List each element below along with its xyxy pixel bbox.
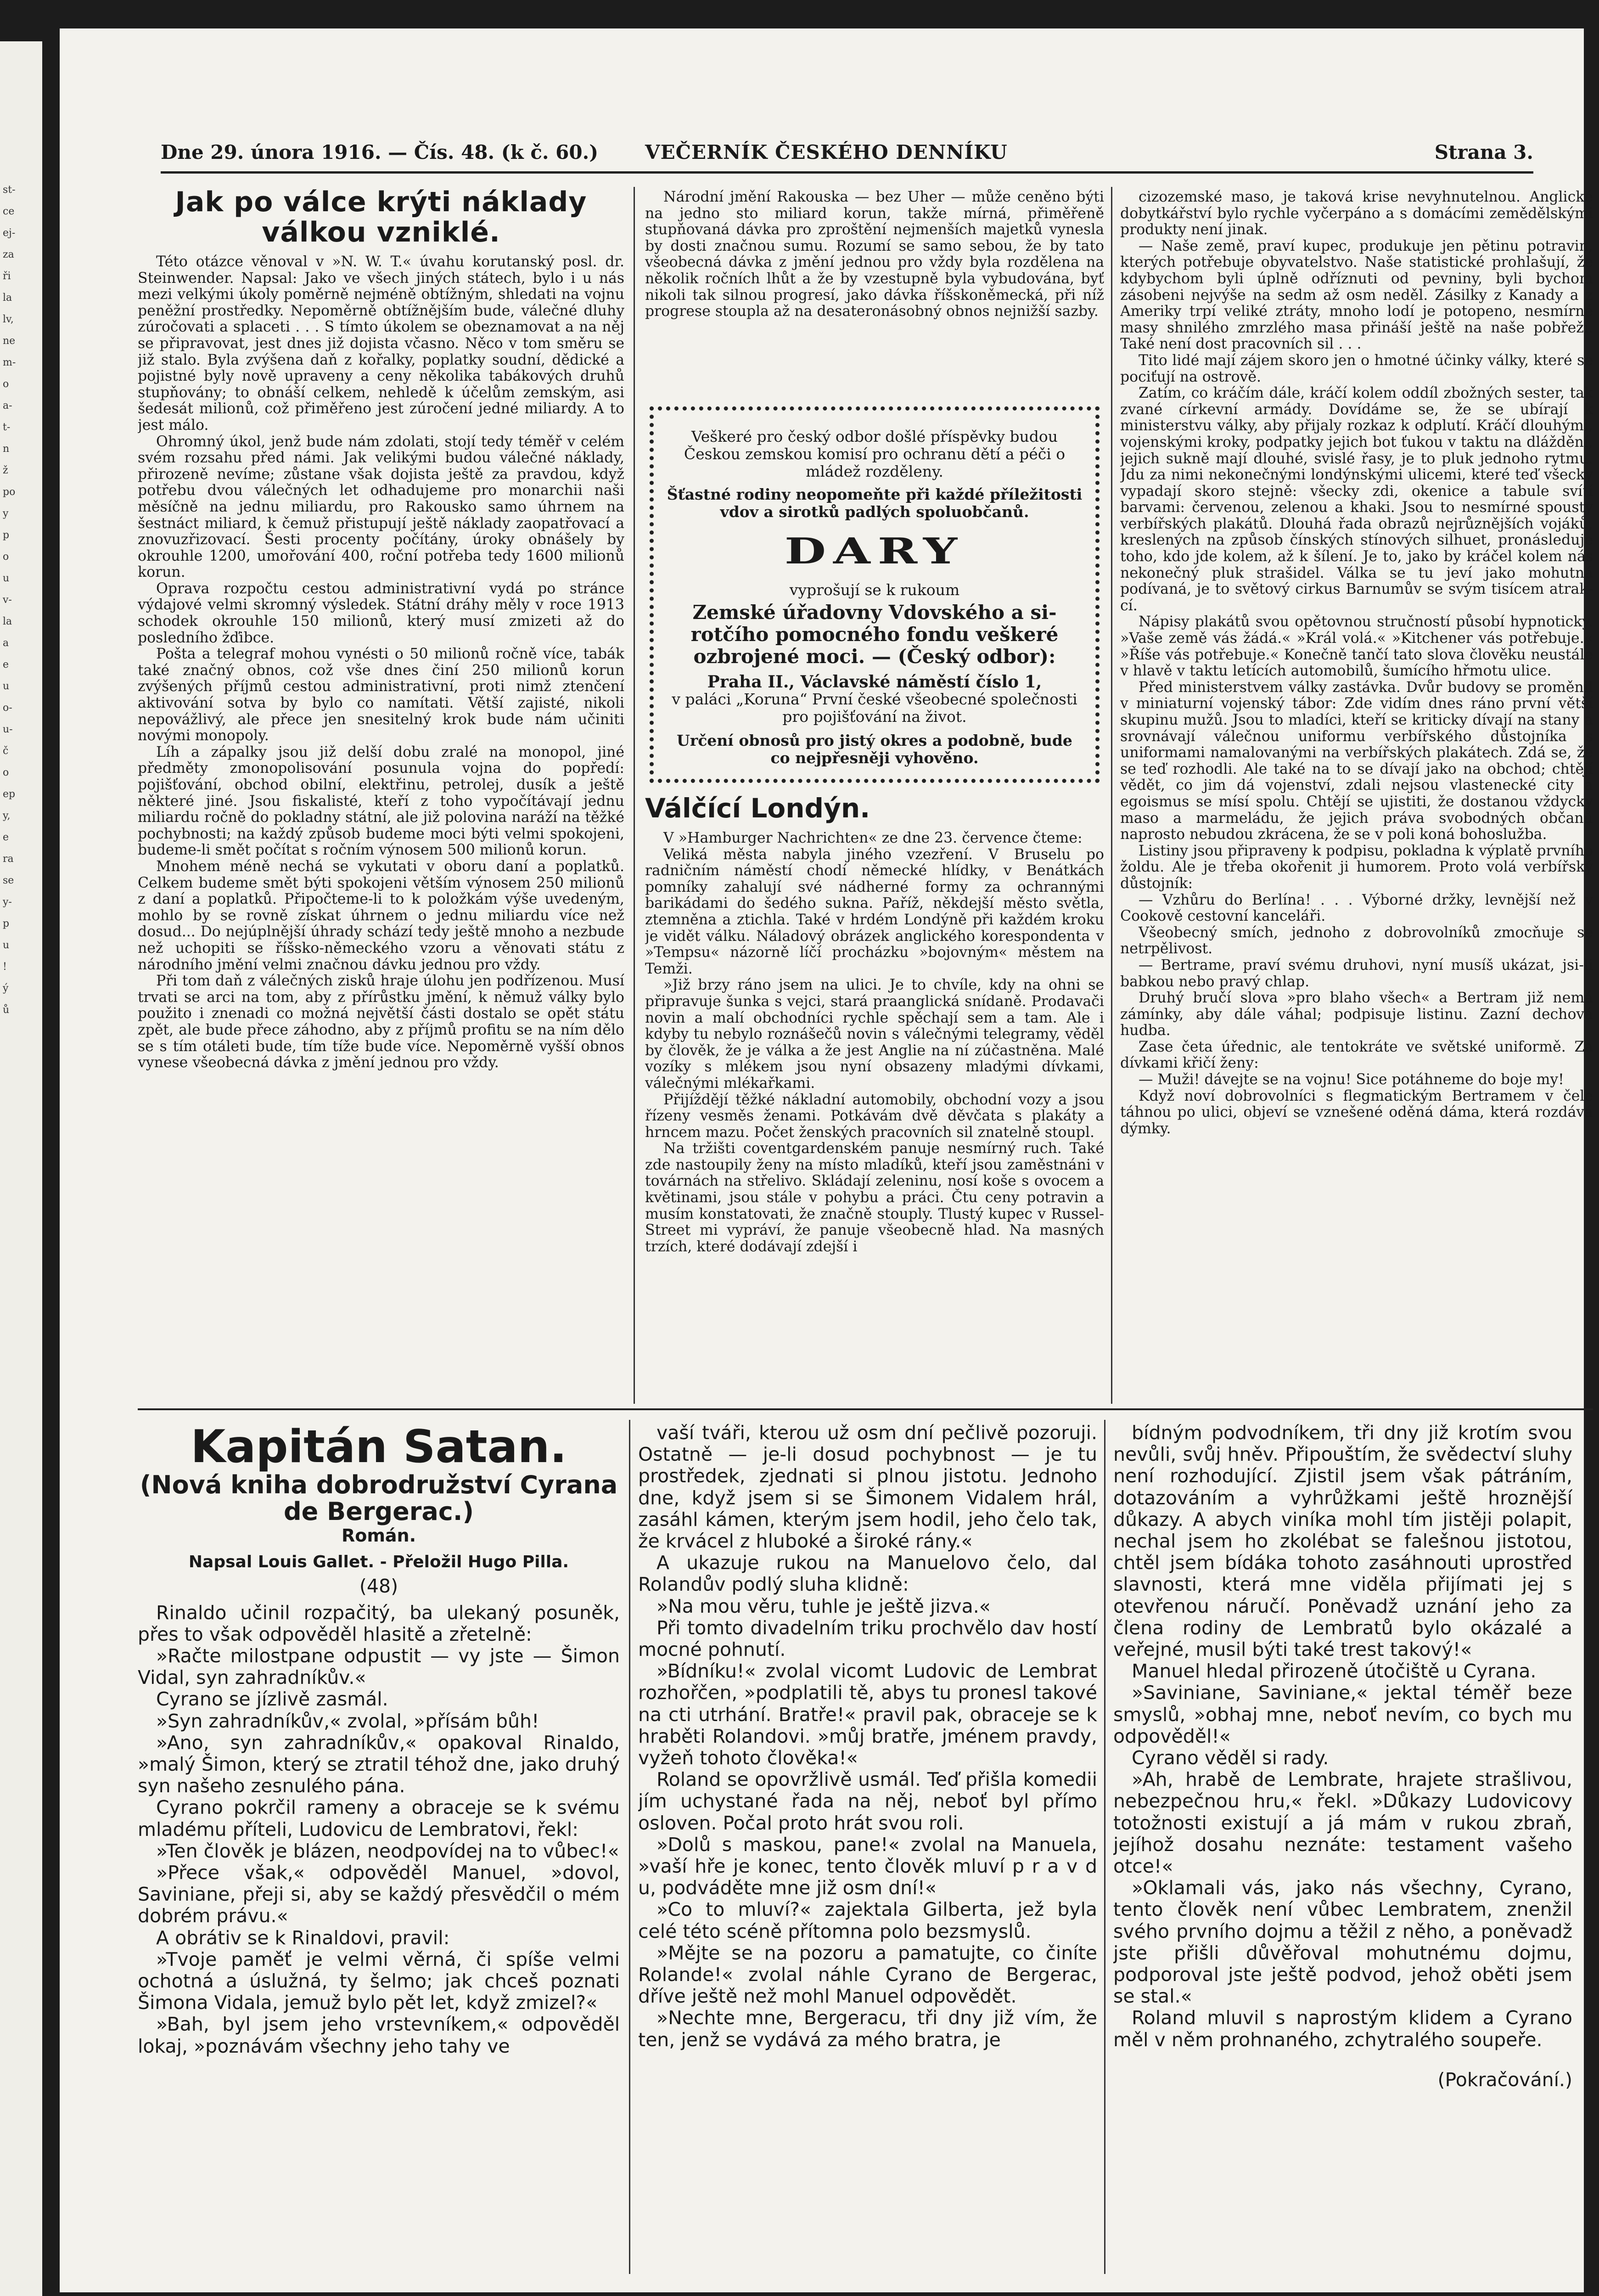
paragraph: »Na mou věru, tuhle je ještě jizva.« xyxy=(656,1595,991,1617)
paragraph: »Bídníku!« zvolal vicomt Ludovic de Lembrat rozhořčen, »podplatili tě, abys tu pronesl takové na cti utrhání. Bratře!« pravil pak, obraceje se k hraběti Rolandovi. »můj bratře, jménem pravdy, vyžeň tohoto člověka!« xyxy=(638,1660,1097,1769)
paragraph: A obrátiv se k Rinaldovi, pravil: xyxy=(156,1926,450,1949)
margin-fragment: y, xyxy=(3,810,11,822)
paragraph: Nápisy plakátů svou opětovnou stručností působí hypnoticky. »Vaše země vás žádá.« »Král volá.« »Kitchener vás potřebuje.« »Říše vás potřebuje.« Konečně tančí tato slova člověku neustále v hlavě v taktu letících automobilů, šumícího hřmotu ulice. xyxy=(1120,613,1593,680)
paragraph: Při tomto divadelním triku prochvělo dav hostí mocné pohnutí. xyxy=(638,1616,1097,1661)
paragraph: Oprava rozpočtu cestou administrativní vydá po stránce výdajové velmi skromný výsledek. Státní dráhy měly v roce 1913 schodek okrouhle 150 milionů, který musí zmizeti až do posledního žďibce. xyxy=(138,580,624,646)
paragraph: Přijíždějí těžké nákladní automobily, obchodní vozy a jsou řízeny vesměs ženami. Potkávám dvě děvčata s plakáty a hrncem mazu. Počet ženských pracovních sil znatelně stoupl. xyxy=(645,1091,1104,1141)
page-header xyxy=(161,141,1533,169)
margin-fragment: ři xyxy=(3,270,11,282)
ad-text-7: Určení obnosů pro jistý okres a podobně, bude co nejpřesněji vyhověno. xyxy=(677,732,1072,767)
serial-text-c xyxy=(1113,1422,1572,2051)
margin-fragment: o xyxy=(3,378,9,390)
margin-fragment: y xyxy=(3,508,9,519)
margin-fragment: p xyxy=(3,918,10,929)
serial-column-2 xyxy=(638,1422,1097,2276)
column-2-top xyxy=(645,189,1104,400)
paragraph: Manuel hledal přirozeně útočiště u Cyrana. xyxy=(1132,1660,1537,1683)
margin-fragment: u- xyxy=(3,724,13,735)
article-body-london xyxy=(645,830,1104,1255)
margin-fragment: ž xyxy=(3,465,8,476)
paragraph: bídným podvodníkem, tři dny již krotím svou nevůli, svůj hněv. Připouštím, že svědectví sluhy není rozhodující. Zjistil jsem však pátráním, dotazováním a vyhrůžkami ještě hroznější důkazy. A abych viníka mohl tím jistěji polapit, nechal jsem ho zkolébat se falešnou jistotou, chtěl jsem bídáka tohoto zasáhnouti uprostřed slavnosti, která mne viděla přijímati jej s otevřenou náručí. Poněvadž uznání jeho za člena rodiny de Lembratů bylo okázalé a veřejné, musil býti také trest takový!« xyxy=(1113,1422,1572,1661)
issue-date: Dne 29. února 1916. — Čís. 48. (k č. 60.) xyxy=(161,141,599,163)
column-2-bottom xyxy=(645,791,1104,1404)
margin-fragment: st- xyxy=(3,184,16,196)
margin-fragment: o xyxy=(3,551,9,563)
serial-column-1 xyxy=(138,1422,620,2276)
paragraph: Před ministerstvem války zastávka. Dvůr budovy se proměnil v miniaturní vojenský tábor: Zde vidím dnes ráno první větší skupinu mužů. Jsou to mladíci, kteří se kriticky dívají na stany a srovnávají válečnou uniformu verbířského důstojníka s uniformami namalovanými na verbířských plakátech. Zdá se, že se teď rozhodli. Ale také na to se dívají jako na obchod; chtějí vědět, co jim dá vojenství, zdali nejsou vlastenecké city a egoismus se mísí spolu. Chtějí se ujistiti, že dostanou vždycky maso a marmeládu, že jejich práva svobodných občanů naprosto nebudou zkrácena, že se v poli koná bohoslužba. xyxy=(1120,679,1593,843)
serial-subtitle: (Nová kniha dobrodružství Cyrana de Bergerac.) xyxy=(140,1470,618,1526)
paragraph: »Bah, byl jsem jeho vrstevníkem,« odpověděl lokaj, »poznávám všechny jeho tahy ve xyxy=(138,2013,620,2057)
article-title-costs: Jak po válce krýti náklady válkou vzniklé. xyxy=(175,187,587,248)
column-1 xyxy=(138,187,624,1404)
paragraph: »Již brzy ráno jsem na ulici. Je to chvíle, kdy na ohni se připravuje šunka s vejci, stará praanglická snídaně. Prodavači novin a malí obchodníci rychle spěchají sem a tam. Ale i kdyby tu nebylo roznášečů novin s válečnými telegramy, věděl by člověk, že je válka a že jest Anglie na ní zúčastněna. Malé vozíky s mlékem jsou nyní obsazeny mladými dívkami, válečnými mlékařkami. xyxy=(645,977,1104,1092)
paragraph: Tito lidé mají zájem skoro jen o hmotné účinky války, které se pociťují na ostrově. xyxy=(1120,352,1593,385)
serial-rule-2 xyxy=(1104,1420,1105,2274)
paragraph: »Co to mluví?« zajektala Gilberta, jež byla celé této scéně přítomna polo bezsmyslů. xyxy=(638,1898,1097,1942)
ad-text-3: vyprošují se k rukoum xyxy=(789,581,960,599)
paragraph: Této otázce věnoval v »N. W. T.« úvahu korutanský posl. dr. Steinwender. Napsal: Jako ve všech jiných státech, bylo i u nás mezi velkými úkoly poměrně nejméně obtížným, shledati na vojnu peněžní prostředky. Nepoměrně obtížnějším bude, válečné dluhy zúročovati a splaceti . . . S tímto úkolem se obeznamovat a na něj se připravovat, jest dnes již dojista včasno. Něco v tom směru se již stalo. Byla zvýšena daň z kořalky, poplatky soudní, dědické a pojistné byly nově upraveny a ceny několika tabákových druhů stupňovány; to obnáší celkem, nehledě k účelům zemským, asi šedesát milionů, což přiměřeno jest zúročení jedné miliardy. A to jest málo. xyxy=(138,253,624,433)
margin-fragment: u xyxy=(3,573,10,584)
paragraph: »Ano, syn zahradníkův,« opakoval Rinaldo, »malý Šimon, který se ztratil téhož dne, jako druhý syn našeho zesnulého pána. xyxy=(138,1731,620,1797)
margin-fragment: ! xyxy=(3,961,7,973)
margin-fragment: za xyxy=(3,249,14,260)
previous-page-edge xyxy=(0,41,42,2296)
column-rule-1 xyxy=(634,187,635,1404)
serial-text-a xyxy=(138,1602,620,2057)
serial-continued: (Pokračování.) xyxy=(1437,2068,1572,2091)
paragraph: Ohromný úkol, jenž bude nám zdolati, stojí tedy téměř v celém svém rozsahu před námi. Jak velikými budou válečné náklady, přirozeně nevíme; zůstane však dojista ještě za pravdou, když potřebu dvou válečných let odhadujeme pro monarchii naši měsíčně na jednu miliardu, pro Rakousko samo úhrnem na šestnáct miliard, k čemuž přistupují ještě náklady zaopatřovací a znovuzřizovací. Šesti procenty počítány, úroky obnášely by okrouhle 1200, umořování 400, roční potřeba tedy 1600 milionů korun. xyxy=(138,433,624,581)
margin-fragment: e xyxy=(3,832,9,843)
header-rule xyxy=(161,171,1533,174)
paragraph: vaší tváři, kterou už osm dní pečlivě pozoruji. Ostatně — je-li dosud pochybnost — je tu prostředek, zjednati si plnou jistotu. Jednoho dne, když jsem si se Šimonem Vidalem hrál, zasáhl kámen, kterým jsem hodil, jeho čelo tak, že krvácel z hluboké a široké rány.« xyxy=(638,1422,1097,1553)
margin-fragment: po xyxy=(3,486,16,498)
paragraph: »Račte milostpane odpustit — vy jste — Šimon Vidal, syn zahradníkův.« xyxy=(138,1645,620,1689)
margin-fragment: ý xyxy=(3,983,9,994)
margin-fragment: lv, xyxy=(3,314,14,325)
paragraph: Rinaldo učinil rozpačitý, ba ulekaný posuněk, přes to však odpověděl hlasitě a zřetelně: xyxy=(138,1601,620,1645)
paragraph: Roland mluvil s naprostým klidem a Cyrano měl v něm prohnaného, zchytralého soupeře. xyxy=(1113,2007,1572,2051)
serial-text-b xyxy=(638,1422,1097,2051)
margin-fragment: t- xyxy=(3,422,11,433)
margin-fragment: ne xyxy=(3,335,16,347)
margin-fragment: ra xyxy=(3,853,14,865)
paragraph: V »Hamburger Nachrichten« ze dne 23. července čteme: xyxy=(663,830,1083,846)
serial-author: Napsal Louis Gallet. - Přeložil Hugo Pilla. xyxy=(188,1553,569,1572)
margin-fragment: ů xyxy=(3,1004,10,1016)
paragraph: Cyrano pokrčil rameny a obraceje se k svému mladému příteli, Ludovicu de Lembratovi, řekl: xyxy=(138,1796,620,1840)
ad-text-4: Zemské úřadovny Vdovského a sirotčího pomocného fondu veškeré ozbrojené moci. — (Český odbor): xyxy=(690,601,1059,668)
paragraph: Veliká města nabyla jiného vzezření. V Bruselu po radničním náměstí chodí německé hlídky, v Benátkách pomníky zahalují své nádherné formy za ochrannými barikádami do šedého sukna. Paříž, někdejší město světla, ztemněna a ztichla. Také v hrdém Londýně při každém kroku je vidět válku. Náladový obrázek anglického korespondenta v »Tempsu« názorně líčí procházku »bojovným« městem na Temži. xyxy=(645,846,1104,977)
paragraph: Při tom daň z válečných zisků hraje úlohu jen podřízenou. Musí trvati se arci na tom, aby z přírůstku jmění, k němuž války bylo použito i znenadi co možná největší části dostalo se opět státu zpět, ale bude přece záhodno, aby z příjmů profitu se na ním dělo se s tím otáleti bude, tím tíže bude více. Nepoměrně vyšší obnos vynese všeobecná dávka z jmění jednou pro vždy. xyxy=(138,973,624,1071)
paragraph: »Ah, hrabě de Lembrate, hrajete strašlivou, nebezpečnou hru,« řekl. »Důkazy Ludovicovy totožnosti existují a já mám v rukou zbraň, jejíhož dosahu neznáte: testament vašeho otce!« xyxy=(1113,1768,1572,1878)
paragraph: Na tržišti coventgardenském panuje nesmírný ruch. Také zde nastoupily ženy na místo mladíků, kteří jsou zaměstnáni v továrnách na střelivo. Skládají zeleninu, nosí koše s ovocem a květinami, jsou stále v pohybu a práci. Čtu ceny potravin a musím konstatovati, že značně stouply. Tlustý kupec v Russel-Street mi vypráví, že panuje všeobecně hlad. Na masných trzích, které dodávají zdejší i xyxy=(645,1140,1104,1255)
margin-fragment: la xyxy=(3,292,12,304)
margin-fragment: v- xyxy=(3,594,12,606)
section-rule xyxy=(138,1408,1593,1410)
ad-text-2: Šťastné rodiny neopomeňte při každé příležitosti vdov a sirotků padlých spoluobčanů. xyxy=(667,485,1083,521)
newspaper-page xyxy=(60,28,1593,2292)
serial-number: (48) xyxy=(359,1575,398,1598)
serial-title: Kapitán Satan. xyxy=(191,1422,567,1473)
margin-fragment: ce xyxy=(3,206,15,217)
paragraph: — Naše země, praví kupec, produkuje jen pětinu potravin, kterých potřebuje obyvatelstvo. Naše statistické prohlašují, že kdybychom byli úplně odříznuti od pevniny, byli bychom zásobeni nejvýše na sedm až osm neděl. Zásilky z Kanady a z Ameriky trpí veliké ztráty, mnoho lodí je potopeno, nesmírné masy shnilého zmrzlého masa přináší ještě na naše pobřeží. Také není dost pracovních sil . . . xyxy=(1120,237,1593,353)
serial-rule-1 xyxy=(629,1420,630,2274)
margin-fragment: o xyxy=(3,767,9,778)
margin-fragment: p xyxy=(3,529,10,541)
paragraph: Pošta a telegraf mohou vynésti o 50 milionů ročně více, tabák také značný obnos, což vše dnes činí 250 milionů korun zvýšených příjmů cestou administrativní, proti nimž ztenčení aktivování sotva by bylo co namítati. Větší zajisté, nikoli nepovážlivý, ale přece jen snesitelný krok bude nám učiniti novými monopoly. xyxy=(138,646,624,744)
paragraph: Roland se opovržlivě usmál. Teď přišla komedii jím uchystané řada na něj, neboť byl přímo osloven. Počal proto hrát svou roli. xyxy=(638,1768,1097,1834)
margin-fragment: u xyxy=(3,681,10,692)
paragraph: Když noví dobrovolníci s flegmatickým Bertramem v čele táhnou po ulici, objeví se vznešené oděná dáma, která rozdává dýmky. xyxy=(1120,1087,1593,1137)
article-body-london-cont xyxy=(1120,189,1593,1137)
margin-fragment: a- xyxy=(3,400,12,411)
margin-fragment: se xyxy=(3,875,14,886)
page-number: Strana 3. xyxy=(1434,141,1533,163)
paragraph: »Nechte mne, Bergeracu, tři dny již vím, že ten, jenž se vydává za mého bratra, je xyxy=(638,2007,1097,2051)
paragraph: Všeobecný smích, jednoho z dobrovolníků zmocňuje se netrpělivost. xyxy=(1120,924,1593,957)
serial-genre: Román. xyxy=(341,1525,416,1546)
ad-text-6: v paláci „Koruna“ První české všeobecné společnosti pro pojišťování na život. xyxy=(672,690,1077,726)
paragraph: cizozemské maso, je taková krise nevyhnutelnou. Anglické dobytkářství bylo rychle vyčerpáno a s domácími zemědělskými produkty není jinak. xyxy=(1120,189,1593,238)
paragraph: Mnohem méně nechá se vykutati v oboru daní a poplatků. Celkem budeme smět býti spokojeni větším výnosem 250 milionů z daní a poplatků. Připočteme-li to k položkám výše uvedeným, mohlo by se rovně získat úhrnem o jednu miliardu více než dosud... Do nejúplnější úhrady schází tedy ještě mnoho a nezbude než uchopiti se říšsko-německého vzoru a věnovati státu z národního jmění velmi značnou dávku jednou pro vždy. xyxy=(138,858,624,973)
donations-advert xyxy=(650,406,1100,783)
article-title-london: Válčící Londýn. xyxy=(645,793,870,824)
paragraph: »Tvoje paměť je velmi věrná, či spíše velmi ochotná a úslužná, ty šelmo; jak chceš poznati Šimona Vidala, jemuž bylo pět let, když zmizel?« xyxy=(138,1948,620,2014)
paragraph: Líh a zápalky jsou již delší dobu zralé na monopol, jiné předměty zmonopolisování posunula vojna do popředí: pojišťování, obchod obilní, elektřinu, petrolej, dusík a ještě některé jiné. Jsou fiskalisté, kteří z toho vypočítávají jednu miliardu ročně do pokladny státní, ale již polovina naráží na těžké pochybnosti; na každý způsob budeme moci býti velmi spokojeni, budeme-li smět počítat s ročním výnosem 500 milionů korun. xyxy=(138,743,624,859)
paragraph: »Syn zahradníkův,« zvolal, »přísám bůh! xyxy=(156,1710,539,1732)
paragraph: Zase četa úřednic, ale tentokráte ve světské uniformě. Za dívkami křičí ženy: xyxy=(1120,1038,1593,1072)
margin-fragment: u xyxy=(3,940,10,951)
article-body-costs-cont xyxy=(645,189,1104,320)
paragraph: A ukazuje rukou na Manuelovo čelo, dal Rolandův podlý sluha klidně: xyxy=(638,1552,1097,1596)
ad-text-1: Veškeré pro český odbor došlé příspěvky budou Českou zemskou komisí pro ochranu dětí a péči o mládež rozděleny. xyxy=(684,428,1066,480)
margin-fragment: a xyxy=(3,637,9,649)
margin-fragment: y- xyxy=(3,896,12,908)
margin-fragment: e xyxy=(3,659,9,670)
article-body-costs xyxy=(138,254,624,1071)
margin-fragment: ej- xyxy=(3,227,16,239)
paragraph: — Bertrame, praví svému druhovi, nyní musíš ukázat, jsi-li babkou nebo pravý chlap. xyxy=(1120,957,1593,990)
paragraph: »Oklamali vás, jako nás všechny, Cyrano, tento člověk není vůbec Lembratem, znenžil svého prvního dojmu a těžil z něho, a poněvadž jste přišli důvěřoval mohutnému dojmu, podporoval jste ještě podvod, jehož oběti jsem se stal.« xyxy=(1113,1877,1572,2008)
paragraph: »Saviniane, Saviniane,« jektal téměř beze smyslů, »obhaj mne, neboť nevím, co bych mu odpověděl!« xyxy=(1113,1682,1572,1747)
paragraph: Listiny jsou připraveny k podpisu, pokladna k výplatě prvního žoldu. Ale je třeba okořenit ji humorem. Proto volá verbířský důstojník: xyxy=(1120,842,1593,892)
paragraph: Druhý bručí slova »pro blaho všech« a Bertram již nemá zámínky, aby dále váhal; podpisuje listinu. Zazní dechová hudba. xyxy=(1120,990,1593,1039)
margin-fragment: ep xyxy=(3,788,16,800)
margin-fragment: o- xyxy=(3,702,12,714)
ad-headline: DARY xyxy=(784,529,965,572)
column-3 xyxy=(1120,189,1593,1404)
margin-fragment: č xyxy=(3,745,9,757)
masthead: VEČERNÍK ČESKÉHO DENNÍKU xyxy=(645,141,1008,163)
paragraph: — Vzhůru do Berlína! . . . Výborné držky, levnější než v Cookově cestovní kanceláři. xyxy=(1120,891,1593,925)
paragraph: Národní jmění Rakouska — bez Uher — může ceněno býti na jedno sto miliard korun, takže mírná, přiměřeně stupňovaná dávka pro zproštění nejmenších majetků vynesla by dosti značnou sumu. Rozumí se samo sebou, že by tato všeobecná dávka z jmění jednou pro vždy byla rozdělena na několik ročních lhůt a že by vzestupně byla vybudována, byť nikoli tak silnou progresí, jako dávka říšskoněmecká, při níž progrese stoupla až na desateronásobný obnos nejnižší sazby. xyxy=(645,189,1104,320)
ad-address: Praha II., Václavské náměstí číslo 1, xyxy=(707,672,1042,692)
paragraph: »Přece však,« odpověděl Manuel, »dovol, Saviniane, přeji si, aby se každý přesvědčil o mém dobrém právu.« xyxy=(138,1862,620,1927)
paragraph: Cyrano věděl si rady. xyxy=(1132,1747,1329,1769)
paragraph: — Muži! dávejte se na vojnu! Sice potáhneme do boje my! xyxy=(1139,1071,1564,1088)
serial-column-3 xyxy=(1113,1422,1572,2276)
margin-fragment: n xyxy=(3,443,10,455)
paragraph: »Dolů s maskou, pane!« zvolal na Manuela, »vaší hře je konec, tento člověk mluví p r a v d u, podváděte mne již osm dní!« xyxy=(638,1833,1097,1899)
paragraph: »Mějte se na pozoru a pamatujte, co činíte Rolande!« zvolal náhle Cyrano de Bergerac, dříve ještě než mohl Manuel odpovědět. xyxy=(638,1941,1097,2008)
paragraph: Cyrano se jízlivě zasmál. xyxy=(156,1688,388,1711)
paragraph: »Ten člověk je blázen, neodpovídej na to vůbec!« xyxy=(156,1840,619,1862)
paragraph: Zatím, co kráčím dále, kráčí kolem oddíl zbožných sester, tak zvané církevní armády. Dovídáme se, že se ubírají k ministerstvu války, aby přijaly rozkaz k odplutí. Kráčí dlouhými, vojenskými kroky, podpatky jejich bot ťukou v taktu na dláždění, jejich sukně mají dlouhé, svislé řasy, je to pluk jednoho rytmu. Jdu za nimi nekonečnými londýnskými ulicemi, které teď všecky vypadají skoro stejně: všecky zdi, okenice a tabule svítí barvami: červenou, zelenou a khaki. Jsou to nesmírné spousty verbířských plakátů. Dlouhá řada obrazů nejrůznějších vojáků, kreslených na způsob čínských stínových silhuet, pronásleduje toho, kdo jde kolem, až k šílení. Je to, jako by kráčel kolem nás nekonečný pluk strašidel. Válka se tu jeví jako mohutná podívaná, je to světový cirkus Barnumův se svým tisícem atrakcí. xyxy=(1120,385,1593,614)
margin-fragment: m- xyxy=(3,357,16,368)
margin-fragment: la xyxy=(3,616,12,627)
column-rule-2 xyxy=(1111,187,1112,1404)
